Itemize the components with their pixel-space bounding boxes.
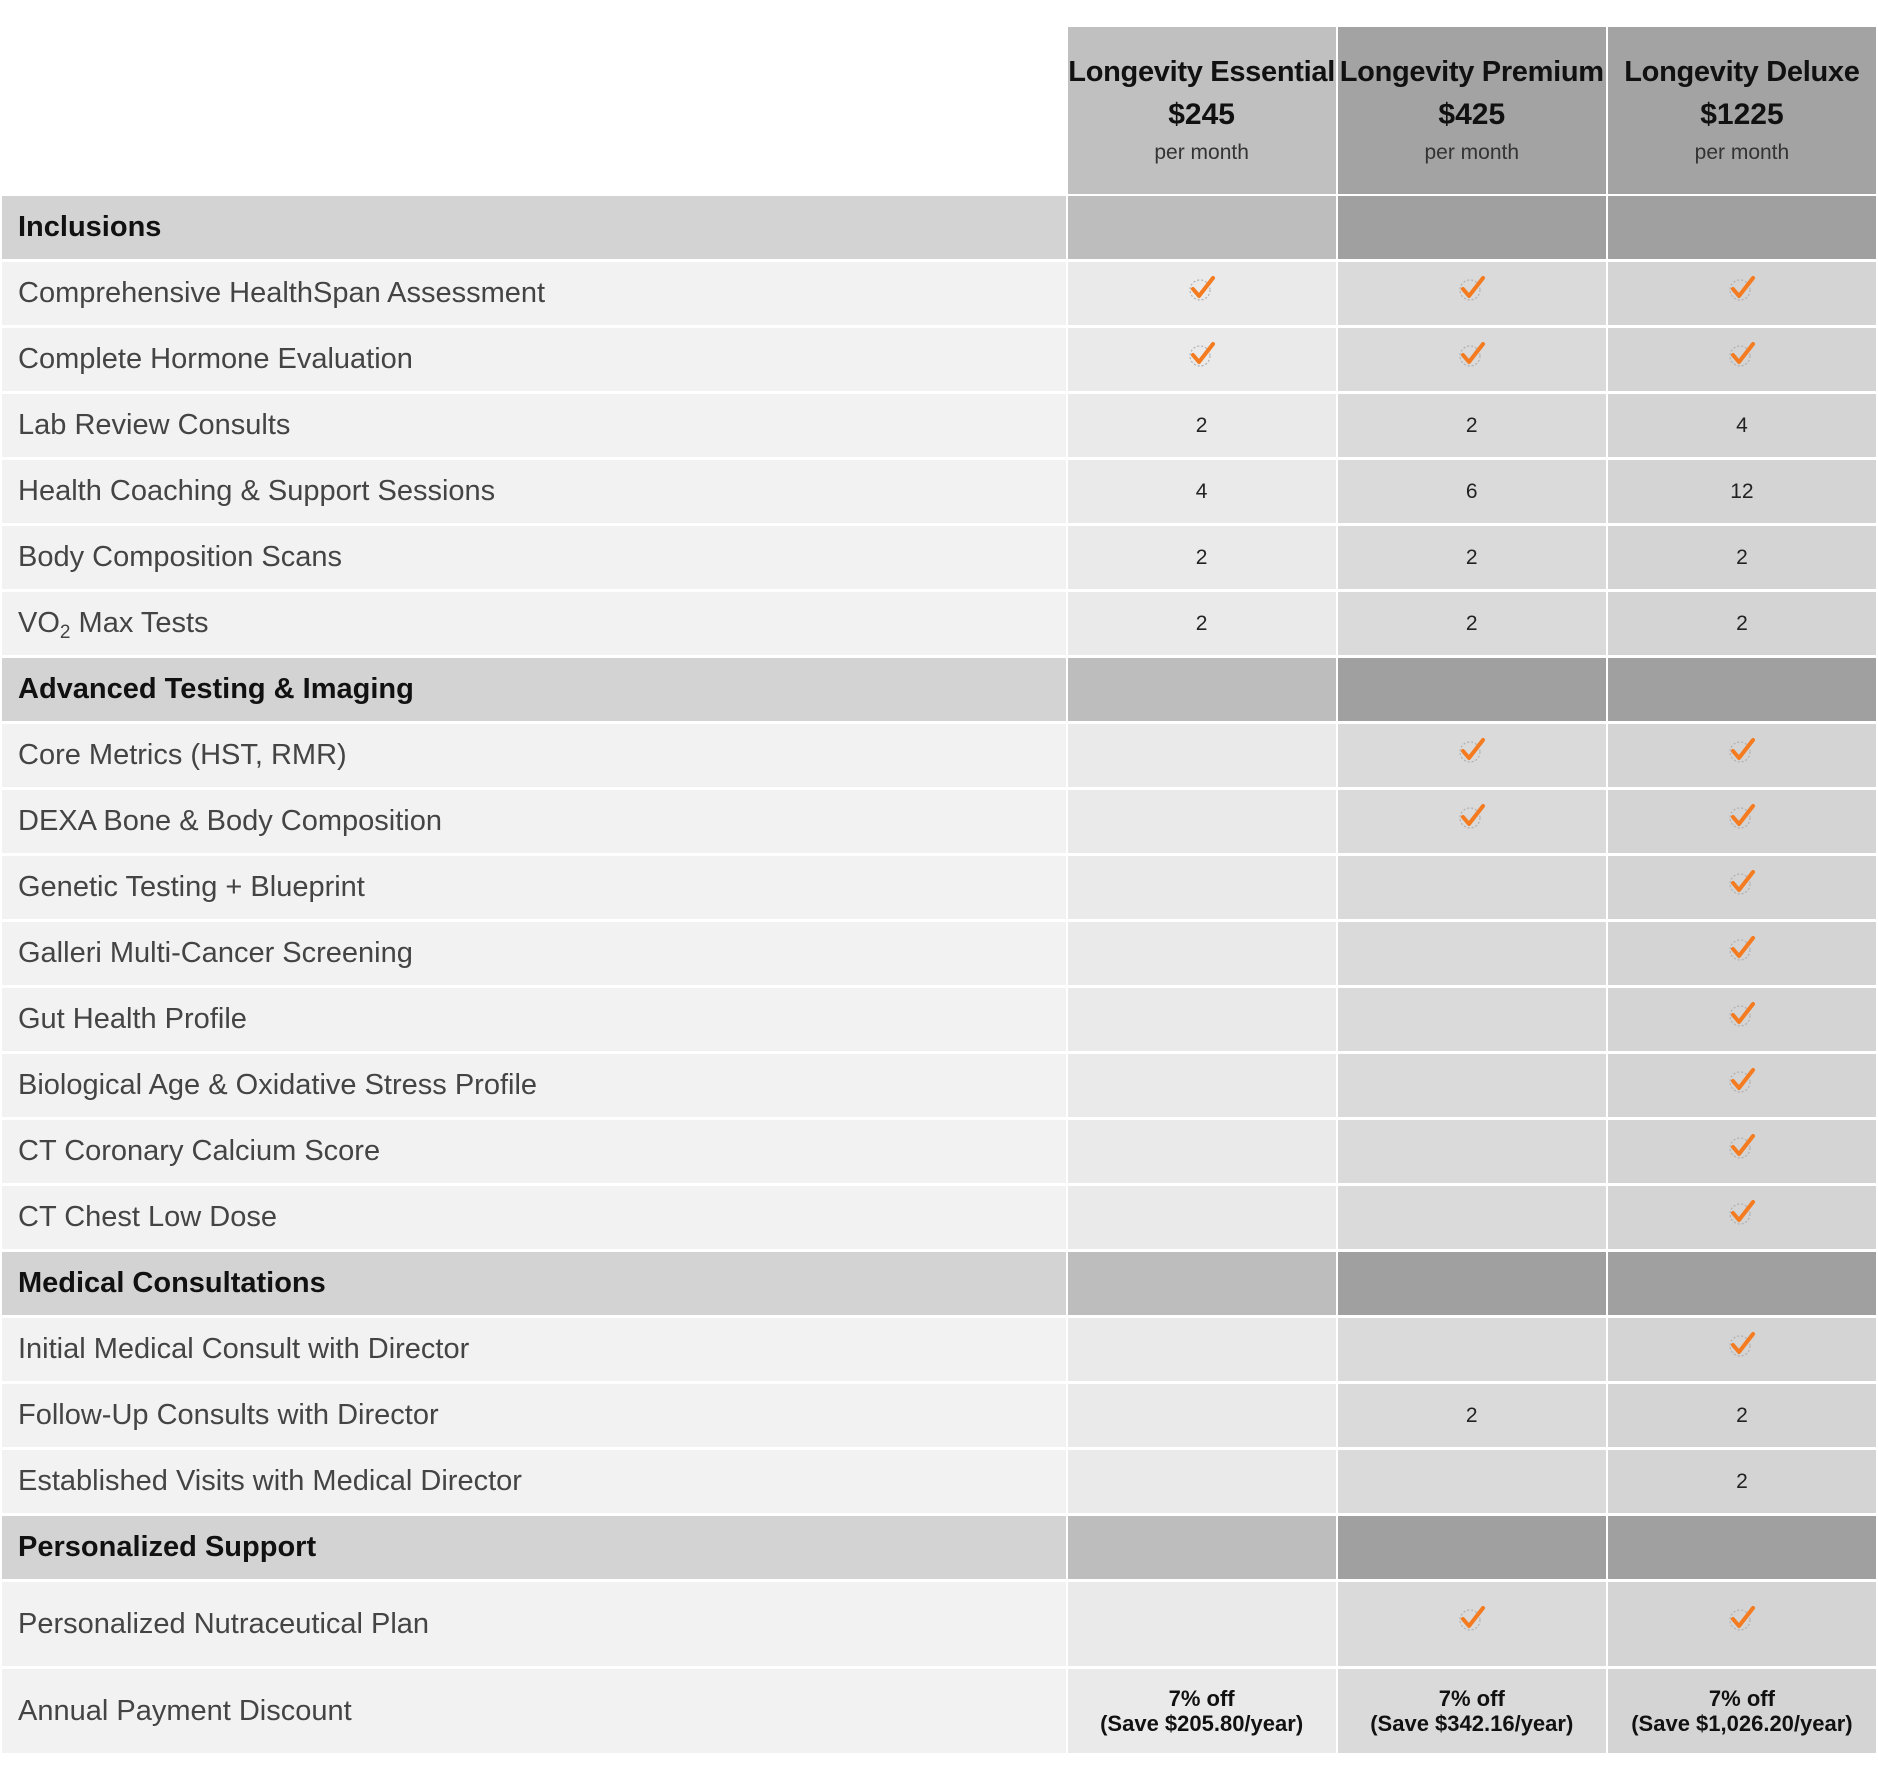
plan-value-cell — [1337, 261, 1607, 327]
plan-value-cell — [1337, 1581, 1607, 1668]
plan-value-cell — [1337, 1317, 1607, 1383]
plan-value-cell — [1067, 459, 1337, 525]
checkmark-icon — [1457, 275, 1487, 303]
checkmark-icon — [1727, 1133, 1757, 1161]
plan-value: 2 — [1736, 1469, 1748, 1493]
header-blank-cell — [2, 27, 1067, 195]
section-plan-cell — [1067, 1251, 1337, 1317]
plan-value-cell — [1607, 1053, 1877, 1119]
plan-name: Longevity Essential — [1068, 55, 1335, 88]
feature-label: Gut Health Profile — [2, 987, 1067, 1053]
feature-label: Comprehensive HealthSpan Assessment — [2, 261, 1067, 327]
plan-value-cell — [1607, 525, 1877, 591]
section-plan-cell — [1337, 657, 1607, 723]
section-header-row — [2, 1515, 1877, 1581]
plan-value: 2 — [1465, 545, 1478, 569]
plan-value-cell — [1337, 789, 1607, 855]
plan-value-cell — [1067, 327, 1337, 393]
checkmark-icon — [1187, 341, 1217, 369]
plan-header-essential — [1067, 27, 1337, 195]
plan-value: 2 — [1465, 413, 1478, 437]
plan-period: per month — [1424, 140, 1520, 164]
plan-value-cell — [1337, 921, 1607, 987]
checkmark-icon — [1727, 341, 1757, 369]
plan-value-cell — [1607, 855, 1877, 921]
plan-value-cell — [1607, 1383, 1877, 1449]
plan-value-cell — [1067, 261, 1337, 327]
plan-value-cell — [1607, 1185, 1877, 1251]
section-header-row — [2, 657, 1877, 723]
checkmark-icon — [1727, 1067, 1757, 1095]
plan-value-cell — [1067, 525, 1337, 591]
plan-value-cell — [1607, 1449, 1877, 1515]
plan-price: $1225 — [1700, 97, 1784, 131]
section-plan-cell — [1607, 195, 1877, 261]
feature-label: Complete Hormone Evaluation — [2, 327, 1067, 393]
plan-value-cell — [1337, 987, 1607, 1053]
section-plan-cell — [1607, 657, 1877, 723]
discount-text — [1370, 1686, 1573, 1736]
section-plan-cell — [1337, 195, 1607, 261]
plan-name: Longevity Deluxe — [1624, 55, 1860, 88]
table-body — [2, 195, 1877, 1755]
section-plan-cell — [1607, 1251, 1877, 1317]
checkmark-icon — [1727, 935, 1757, 963]
feature-row — [2, 1449, 1877, 1515]
plan-price: $425 — [1438, 97, 1506, 131]
feature-label-subscript: 2 — [59, 622, 71, 643]
checkmark-icon — [1727, 803, 1757, 831]
plan-value-cell — [1337, 327, 1607, 393]
section-plan-cell — [1067, 195, 1337, 261]
section-plan-cell — [1607, 1515, 1877, 1581]
feature-label — [2, 591, 1067, 657]
feature-row — [2, 1668, 1877, 1755]
feature-row — [2, 723, 1877, 789]
feature-label: CT Coronary Calcium Score — [2, 1119, 1067, 1185]
plan-value-cell — [1607, 1119, 1877, 1185]
feature-row — [2, 591, 1877, 657]
plan-price: $245 — [1168, 97, 1235, 131]
plan-value-cell — [1607, 261, 1877, 327]
discount-percent: 7% off — [1438, 1685, 1505, 1711]
feature-row — [2, 1119, 1877, 1185]
plan-period: per month — [1154, 140, 1249, 164]
feature-row — [2, 393, 1877, 459]
feature-row — [2, 525, 1877, 591]
section-plan-cell — [1337, 1515, 1607, 1581]
plan-value: 4 — [1736, 413, 1748, 437]
plan-value: 2 — [1465, 1403, 1478, 1427]
plan-value-cell — [1607, 393, 1877, 459]
plan-value-cell — [1607, 789, 1877, 855]
plan-value-cell — [1067, 591, 1337, 657]
feature-label-suffix: Max Tests — [70, 607, 209, 639]
plan-value-cell — [1067, 393, 1337, 459]
feature-label-prefix: VO — [18, 607, 60, 639]
plan-value-cell — [1607, 1668, 1877, 1755]
plan-value: 2 — [1195, 413, 1208, 437]
section-title: Medical Consultations — [2, 1251, 1067, 1317]
plan-value-cell — [1067, 789, 1337, 855]
feature-label: Genetic Testing + Blueprint — [2, 855, 1067, 921]
plan-value-cell — [1607, 591, 1877, 657]
plan-value-cell — [1607, 327, 1877, 393]
section-title: Personalized Support — [2, 1515, 1067, 1581]
feature-label: Galleri Multi-Cancer Screening — [2, 921, 1067, 987]
checkmark-icon — [1727, 737, 1757, 765]
section-header-row — [2, 1251, 1877, 1317]
discount-savings: (Save $1,026.20/year) — [1631, 1710, 1853, 1736]
discount-text — [1100, 1686, 1303, 1736]
plan-value: 2 — [1736, 545, 1748, 569]
plan-value: 4 — [1195, 479, 1208, 503]
section-header-row — [2, 195, 1877, 261]
plan-value-cell — [1337, 393, 1607, 459]
plan-value-cell — [1337, 591, 1607, 657]
section-plan-cell — [1067, 657, 1337, 723]
feature-label: Biological Age & Oxidative Stress Profile — [2, 1053, 1067, 1119]
plan-value-cell — [1067, 1317, 1337, 1383]
plan-value: 2 — [1465, 611, 1478, 635]
checkmark-icon — [1457, 341, 1487, 369]
plan-period: per month — [1694, 140, 1790, 164]
feature-label: Lab Review Consults — [2, 393, 1067, 459]
checkmark-icon — [1727, 1001, 1757, 1029]
plan-value-cell — [1607, 921, 1877, 987]
plan-value-cell — [1337, 1668, 1607, 1755]
feature-row — [2, 327, 1877, 393]
feature-row — [2, 1053, 1877, 1119]
plan-value-cell — [1607, 459, 1877, 525]
plan-value: 2 — [1736, 1403, 1748, 1427]
feature-label: CT Chest Low Dose — [2, 1185, 1067, 1251]
plan-value-cell — [1337, 855, 1607, 921]
plan-value-cell — [1067, 1053, 1337, 1119]
feature-row — [2, 987, 1877, 1053]
checkmark-icon — [1727, 275, 1757, 303]
plan-value: 12 — [1730, 479, 1754, 503]
plan-value-cell — [1337, 1185, 1607, 1251]
pricing-table — [2, 27, 1878, 1756]
feature-row — [2, 855, 1877, 921]
plan-value-cell — [1337, 723, 1607, 789]
section-title: Inclusions — [2, 195, 1067, 261]
plan-header-premium — [1337, 27, 1607, 195]
plan-value-cell — [1607, 1317, 1877, 1383]
plan-value-cell — [1067, 1185, 1337, 1251]
feature-label: Personalized Nutraceutical Plan — [2, 1581, 1067, 1668]
plan-value-cell — [1337, 525, 1607, 591]
feature-row — [2, 1317, 1877, 1383]
feature-row — [2, 1383, 1877, 1449]
plan-value-cell — [1067, 1449, 1337, 1515]
checkmark-icon — [1727, 1605, 1757, 1633]
discount-percent: 7% off — [1168, 1685, 1235, 1711]
plan-value-cell — [1067, 921, 1337, 987]
section-title: Advanced Testing & Imaging — [2, 657, 1067, 723]
plan-value-cell — [1067, 1119, 1337, 1185]
plan-value-cell — [1067, 855, 1337, 921]
plan-header-row — [2, 27, 1877, 195]
plan-value: 2 — [1195, 611, 1208, 635]
feature-row — [2, 789, 1877, 855]
checkmark-icon — [1187, 275, 1217, 303]
checkmark-icon — [1727, 869, 1757, 897]
plan-value-cell — [1067, 1668, 1337, 1755]
feature-label: Established Visits with Medical Director — [2, 1449, 1067, 1515]
feature-label: Initial Medical Consult with Director — [2, 1317, 1067, 1383]
feature-label: DEXA Bone & Body Composition — [2, 789, 1067, 855]
plan-value-cell — [1337, 1449, 1607, 1515]
discount-savings: (Save $205.80/year) — [1100, 1710, 1304, 1736]
feature-row — [2, 921, 1877, 987]
checkmark-icon — [1457, 737, 1487, 765]
checkmark-icon — [1457, 1605, 1487, 1633]
checkmark-icon — [1727, 1331, 1757, 1359]
plan-value-cell — [1067, 1383, 1337, 1449]
feature-row — [2, 1581, 1877, 1668]
plan-value-cell — [1607, 723, 1877, 789]
plan-value-cell — [1337, 1383, 1607, 1449]
section-plan-cell — [1067, 1515, 1337, 1581]
feature-label: Annual Payment Discount — [2, 1668, 1067, 1755]
plan-value: 2 — [1736, 611, 1748, 635]
plan-value-cell — [1607, 1581, 1877, 1668]
plan-header-deluxe — [1607, 27, 1877, 195]
plan-value-cell — [1067, 987, 1337, 1053]
feature-label: Health Coaching & Support Sessions — [2, 459, 1067, 525]
checkmark-icon — [1457, 803, 1487, 831]
feature-row — [2, 459, 1877, 525]
plan-value-cell — [1337, 1053, 1607, 1119]
feature-label: Core Metrics (HST, RMR) — [2, 723, 1067, 789]
feature-row — [2, 261, 1877, 327]
checkmark-icon — [1727, 1199, 1757, 1227]
plan-value-cell — [1337, 459, 1607, 525]
feature-label: Follow-Up Consults with Director — [2, 1383, 1067, 1449]
discount-percent: 7% off — [1708, 1685, 1775, 1711]
plan-value-cell — [1067, 723, 1337, 789]
feature-label: Body Composition Scans — [2, 525, 1067, 591]
feature-row — [2, 1185, 1877, 1251]
plan-name: Longevity Premium — [1339, 55, 1604, 88]
discount-savings: (Save $342.16/year) — [1370, 1710, 1574, 1736]
plan-value: 6 — [1465, 479, 1478, 503]
plan-value-cell — [1067, 1581, 1337, 1668]
discount-text — [1631, 1686, 1852, 1736]
plan-value: 2 — [1195, 545, 1208, 569]
plan-value-cell — [1607, 987, 1877, 1053]
section-plan-cell — [1337, 1251, 1607, 1317]
plan-value-cell — [1337, 1119, 1607, 1185]
pricing-comparison — [2, 27, 1878, 1756]
